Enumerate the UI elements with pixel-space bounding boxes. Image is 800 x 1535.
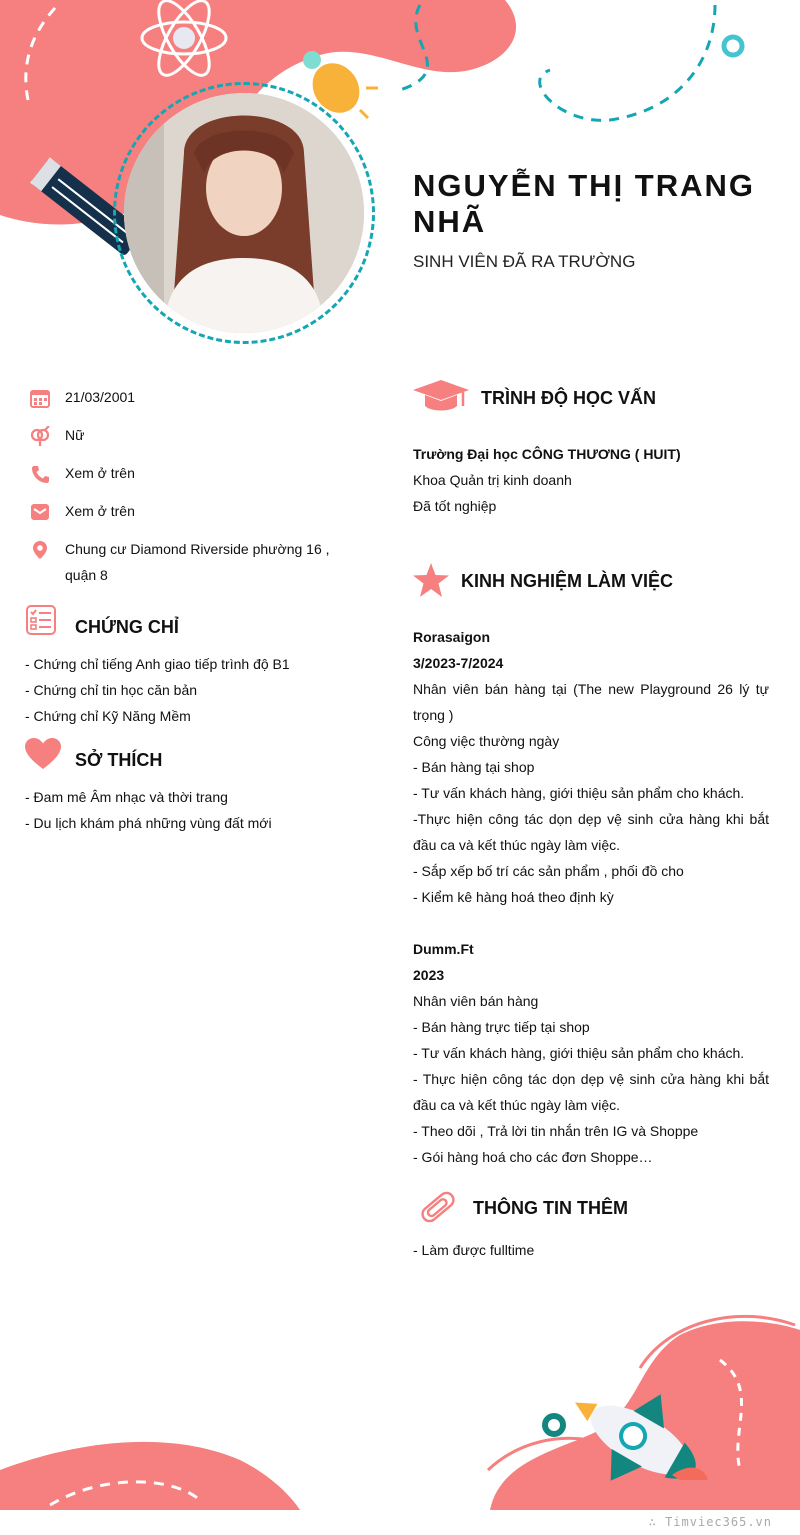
address-value: Chung cư Diamond Riverside phường 16 , quận 8 (65, 541, 330, 583)
gender-icon (30, 426, 50, 446)
list-item: - Tư vấn khách hàng, giới thiệu sản phẩm cho khách. (413, 785, 745, 801)
heart-icon (25, 738, 61, 770)
list-item: Nhân viên bán hàng tại (The new Playground 26 lý tự trọng ) (413, 681, 769, 723)
birthday-value: 21/03/2001 (65, 389, 136, 405)
teal-dot (545, 1416, 563, 1434)
address-row (30, 536, 330, 588)
calendar-icon (30, 388, 50, 408)
bottom-left-blob (0, 1442, 300, 1510)
list-item: - Chứng chỉ tin học căn bản (25, 682, 198, 698)
hobbies-list (25, 784, 272, 836)
gender-value: Nữ (65, 427, 85, 443)
star-icon (413, 563, 449, 597)
email-row (30, 498, 330, 524)
graduation-cap-icon (413, 380, 469, 414)
hobbies-title: SỞ THÍCH (75, 750, 163, 770)
phone-row (30, 460, 330, 486)
job-period: 2023 (413, 967, 445, 983)
education-title: TRÌNH ĐỘ HỌC VẤN (481, 388, 656, 408)
checklist-icon (25, 604, 57, 636)
avatar (124, 93, 364, 333)
extra-info-list (413, 1237, 769, 1263)
paperclip-icon (416, 1187, 460, 1227)
certificates-list (25, 651, 290, 729)
faculty: Khoa Quản trị kinh doanh (413, 472, 572, 488)
list-item: - Du lịch khám phá những vùng đất mới (25, 815, 272, 831)
avatar-frame (113, 82, 375, 344)
education-details (413, 441, 769, 519)
graduation-status: Đã tốt nghiệp (413, 498, 497, 514)
dashed-curve-right (540, 5, 715, 120)
list-item: - Bán hàng tại shop (413, 759, 535, 775)
list-item: - Gói hàng hoá cho các đơn Shoppe… (413, 1149, 653, 1165)
list-item: - Thực hiện công tác dọn dẹp vệ sinh cửa hàng khi bắt đầu ca và kết thúc ngày làm việc. (413, 1071, 769, 1113)
list-item: - Theo dõi , Trả lời tin nhắn trên IG và Shoppe (413, 1123, 699, 1139)
list-item: Công việc thường ngày (413, 733, 560, 749)
list-item: - Đam mê Âm nhạc và thời trang (25, 789, 228, 805)
watermark: ∴ Timviec365.vn (648, 1515, 772, 1529)
candidate-name: NGUYỄN THỊ TRANG NHÃ (413, 168, 755, 239)
experience-job-1 (413, 624, 769, 910)
list-item: - Bán hàng trực tiếp tại shop (413, 1019, 590, 1035)
list-item: - Sắp xếp bố trí các sản phẩm , phối đồ cho (413, 863, 684, 879)
extra-info-title: THÔNG TIN THÊM (473, 1198, 628, 1218)
list-item: - Làm được fulltime (413, 1242, 535, 1258)
certificates-title: CHỨNG CHỈ (75, 617, 179, 637)
teal-ring (724, 37, 742, 55)
phone-icon (30, 464, 50, 484)
list-item: - Chứng chỉ Kỹ Năng Mềm (25, 708, 191, 724)
list-item: - Tư vấn khách hàng, giới thiệu sản phẩm cho khách. (413, 1045, 745, 1061)
phone-value: Xem ở trên (65, 465, 135, 481)
experience-job-2 (413, 936, 769, 1170)
school-name: Trường Đại học CÔNG THƯƠNG ( HUIT) (413, 446, 681, 462)
list-item: -Thực hiện công tác dọn dẹp vệ sinh cửa hàng khi bắt đầu ca và kết thúc ngày làm việc. (413, 811, 769, 853)
birthday-row (30, 384, 330, 410)
job-period: 3/2023-7/2024 (413, 655, 504, 671)
experience-title: KINH NGHIỆM LÀM VIỆC (461, 571, 674, 591)
job-title: SINH VIÊN ĐÃ RA TRƯỜNG (413, 252, 636, 271)
gender-row (30, 422, 330, 448)
location-pin-icon (30, 540, 50, 560)
avatar-illustration (124, 93, 364, 333)
company-name: Dumm.Ft (413, 941, 474, 957)
list-item: - Chứng chỉ tiếng Anh giao tiếp trình độ B1 (25, 656, 290, 672)
company-name: Rorasaigon (413, 629, 491, 645)
list-item: - Kiểm kê hàng hoá theo định kỳ (413, 889, 614, 905)
email-value: Xem ở trên (65, 503, 135, 519)
list-item: Nhân viên bán hàng (413, 993, 539, 1009)
email-icon (30, 502, 50, 522)
